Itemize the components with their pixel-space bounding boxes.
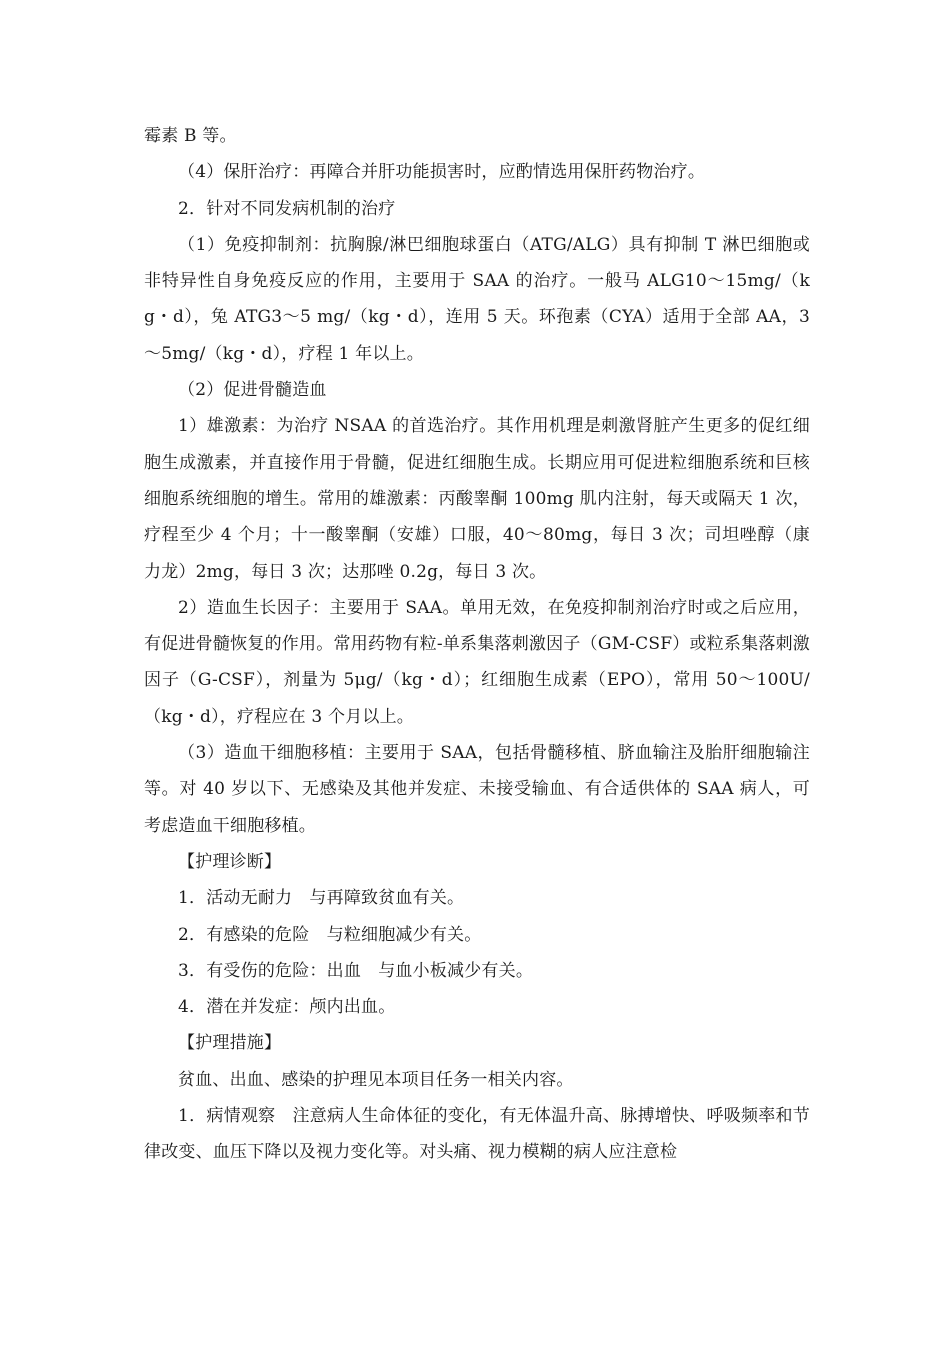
paragraph-observation: 1．病情观察 注意病人生命体征的变化，有无体温升高、脉搏增快、呼吸频率和节律改变、血压下降以及视力变化等。对头痛、视力模糊的病人应注意检 <box>144 1106 810 1163</box>
diagnosis-item-4: 4．潜在并发症：颅内出血。 <box>178 997 396 1018</box>
diagnosis-item-3: 3．有受伤的危险：出血 与血小板减少有关。 <box>178 960 534 981</box>
paragraph-growth-factor: 2）造血生长因子：主要用于 SAA。单用无效，在免疫抑制剂治疗时或之后应用，有促进骨髓恢复的作用。常用药物有粒-单系集落刺激因子（GM-CSF）或粒系集落刺激因子（G-CSF），剂量为 5μg/（kg・d）；红细胞生成素（EPO），常用 50～100U/（kg・d），疗程应在 3 个月以上。 <box>144 597 810 727</box>
paragraph-continuation: 霉素 B 等。 <box>144 126 237 146</box>
document-page <box>144 118 810 1171</box>
heading-nursing-diagnosis: 【护理诊断】 <box>178 851 282 872</box>
diagnosis-item-1: 1．活动无耐力 与再障致贫血有关。 <box>178 888 465 909</box>
paragraph-liver-protection: （4）保肝治疗：再障合并肝功能损害时，应酌情选用保肝药物治疗。 <box>178 162 706 183</box>
paragraph-androgen: 1）雄激素：为治疗 NSAA 的首选治疗。其作用机理是刺激肾脏产生更多的促红细胞生成激素，并直接作用于骨髓，促进红细胞生成。长期应用可促进粒细胞系统和巨核细胞系统细胞的增生。常用的雄激素：丙酸睾酮 100mg 肌内注射，每天或隔天 1 次，疗程至少 4 个月；十一酸睾酮（安雄）口服，40～80mg，每日 3 次；司坦唑醇（康力龙）2mg，每日 3 次；达那唑 0.2g，每日 3 次。 <box>144 416 810 582</box>
paragraph-stem-cell: （3）造血干细胞移植：主要用于 SAA，包括骨髓移植、脐血输注及胎肝细胞输注等。对 40 岁以下、无感染及其他并发症、未接受输血、有合适供体的 SAA 病人，可考虑造血干细胞移植。 <box>144 743 810 836</box>
section-heading-mechanism-treatment: 2．针对不同发病机制的治疗 <box>178 198 396 219</box>
paragraph-immunosuppressant: （1）免疫抑制剂：抗胸腺/淋巴细胞球蛋白（ATG/ALG）具有抑制 T 淋巴细胞或非特异性自身免疫反应的作用，主要用于 SAA 的治疗。一般马 ALG10～15mg/（kg・d），兔 ATG3～5 mg/（kg・d），连用 5 天。环孢素（CYA）适用于全部 AA，3～5mg/（kg・d），疗程 1 年以上。 <box>144 234 810 364</box>
heading-nursing-measures: 【护理措施】 <box>178 1033 282 1054</box>
subheading-bone-marrow: （2）促进骨髓造血 <box>178 380 327 401</box>
diagnosis-item-2: 2．有感染的危险 与粒细胞减少有关。 <box>178 924 482 945</box>
paragraph-see-related: 贫血、出血、感染的护理见本项目任务一相关内容。 <box>178 1069 574 1090</box>
